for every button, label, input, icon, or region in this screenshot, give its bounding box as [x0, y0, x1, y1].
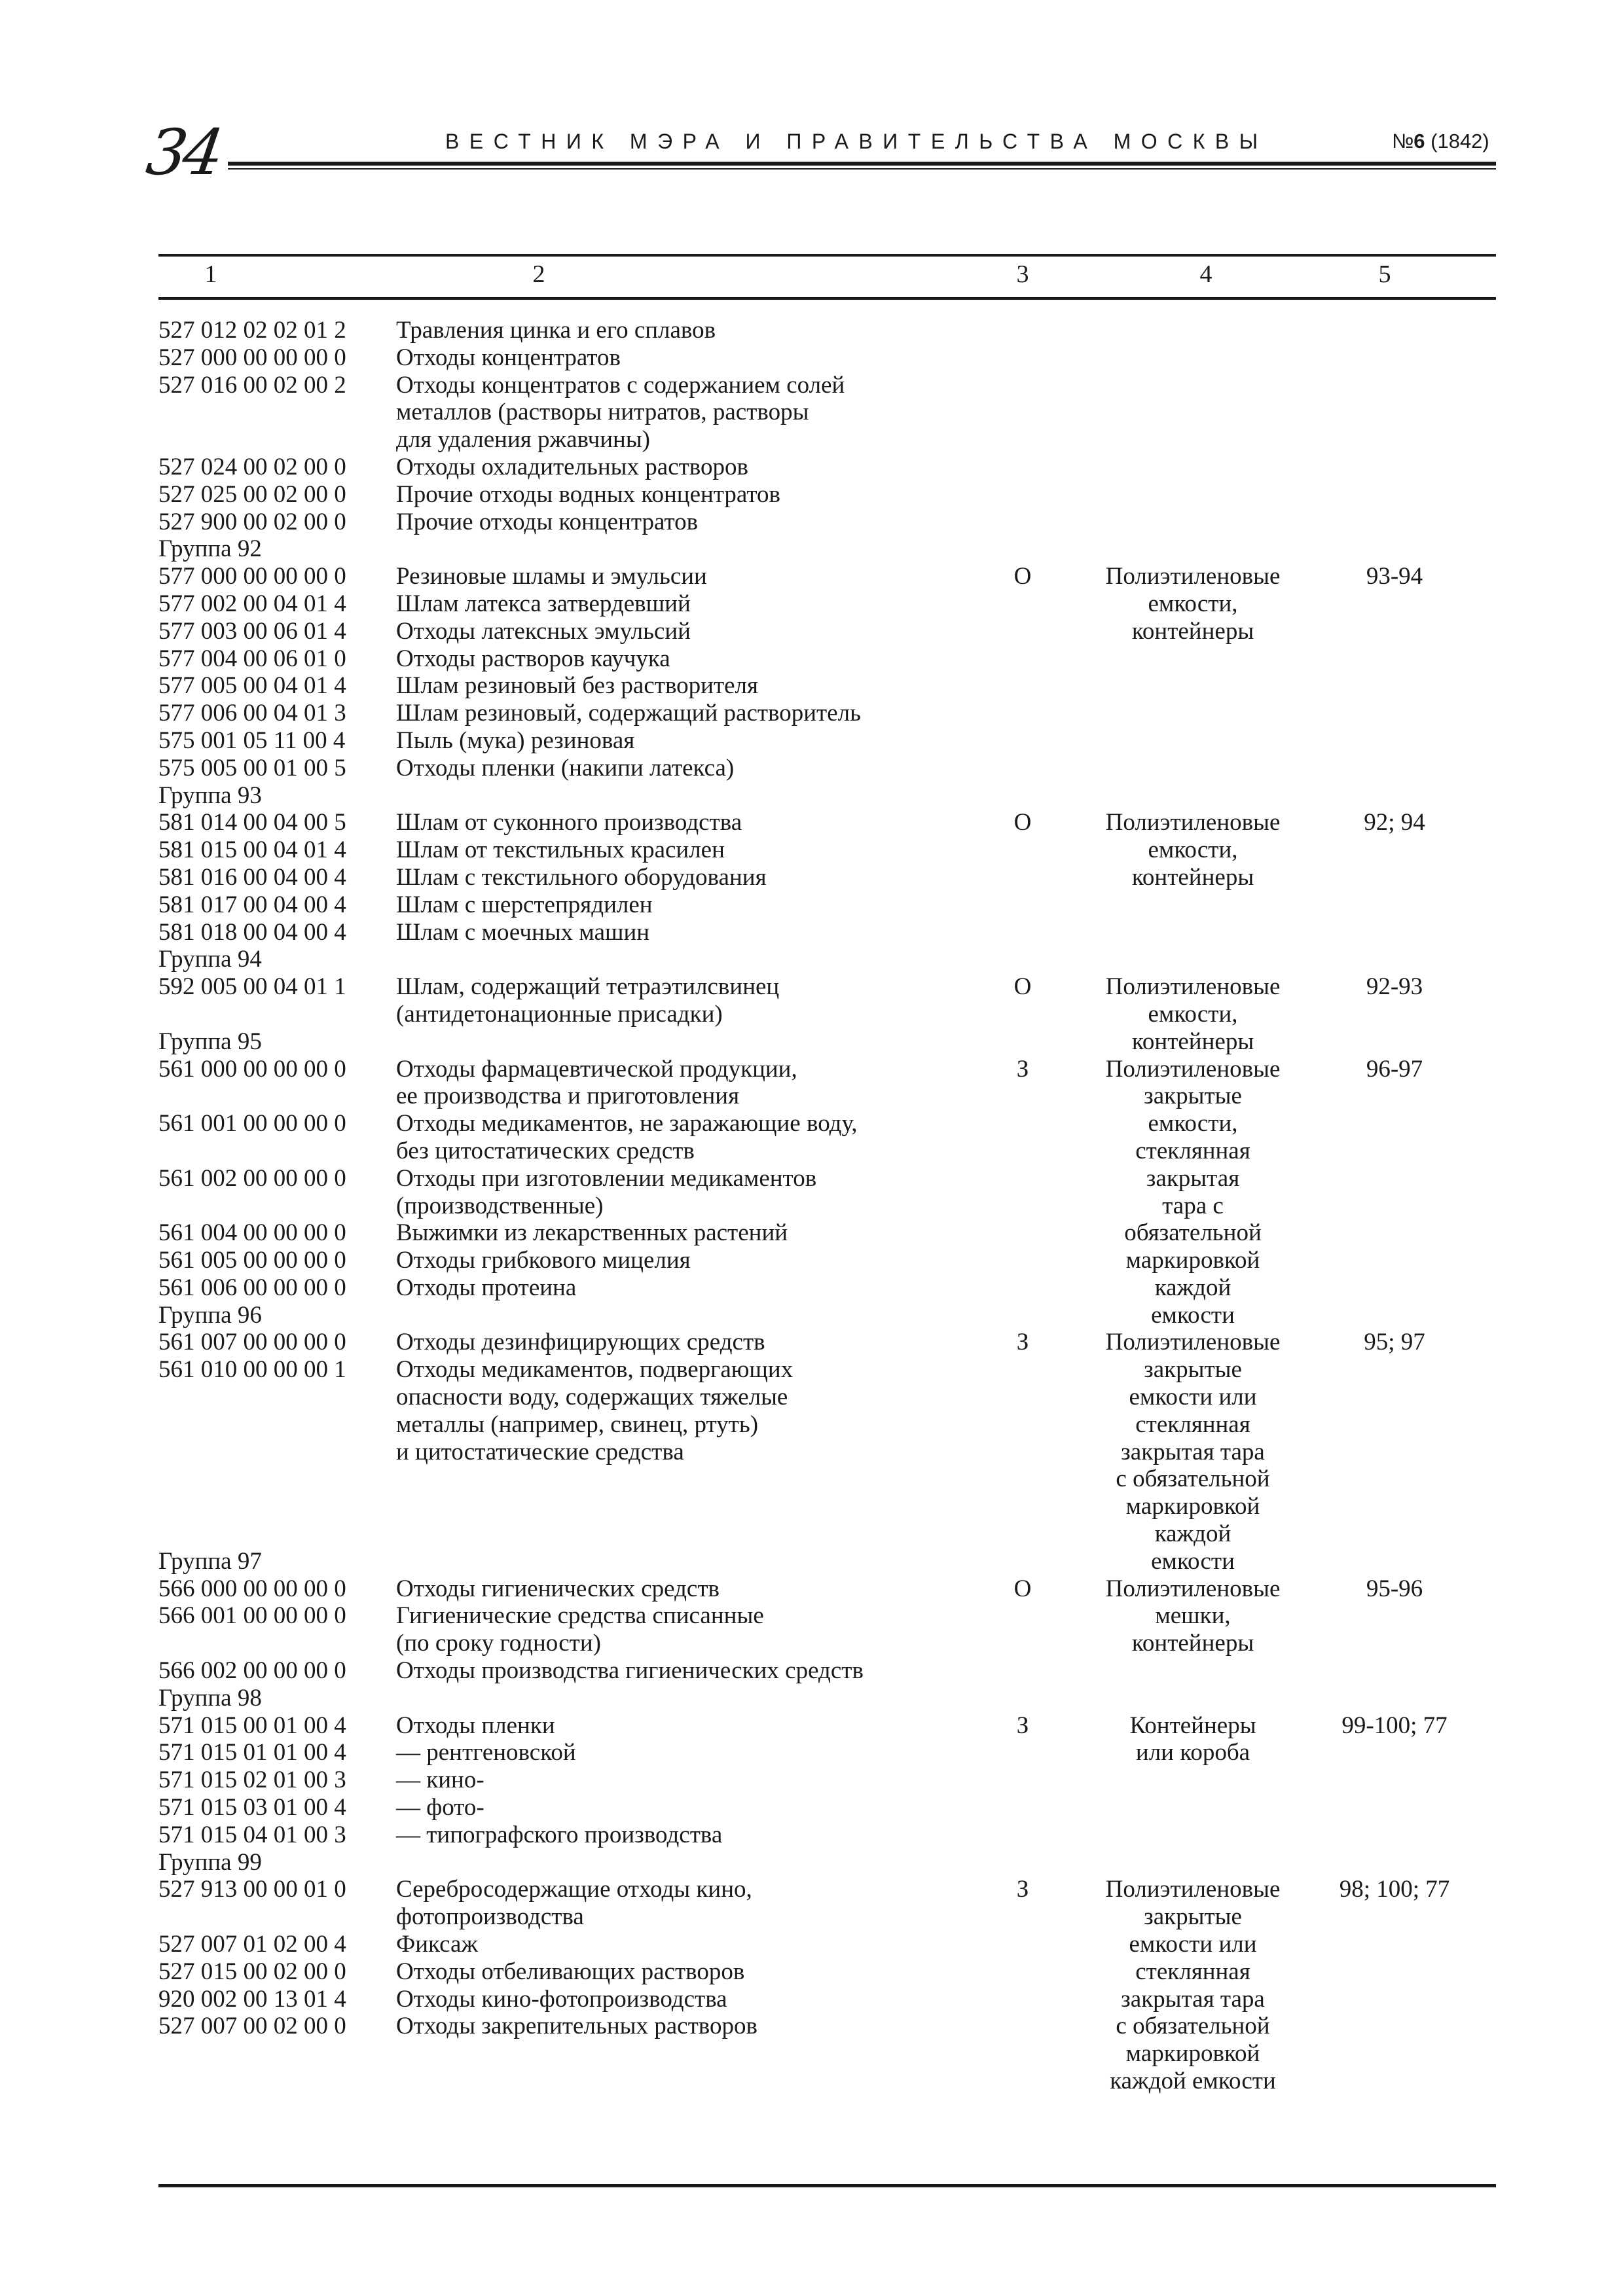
compatible-groups: 92-93 [1366, 973, 1423, 1001]
waste-description: Шлам с моечных машин [396, 918, 650, 946]
header-rule-thick [228, 162, 1496, 166]
waste-code: 561 005 00 00 00 0 [158, 1247, 346, 1274]
waste-description: Прочие отходы концентратов [396, 508, 699, 535]
waste-description: — рентгеновской [396, 1739, 576, 1767]
table-row [158, 645, 1496, 673]
waste-description: Отходы при изготовлении медикаментов (производственные) [396, 1164, 817, 1219]
column-header-2: 2 [532, 260, 545, 288]
table-row [158, 344, 1496, 372]
waste-code: 527 913 00 00 01 0 [158, 1876, 346, 1903]
waste-description [396, 1028, 985, 1056]
waste-code: 920 002 00 13 01 4 [158, 1985, 346, 2013]
waste-description [396, 1302, 985, 1329]
issue-num: 6 [1413, 130, 1425, 152]
compatible-groups: 92; 94 [1364, 809, 1425, 836]
column-header-3: 3 [1016, 260, 1029, 288]
table-row [158, 481, 1496, 509]
container-type: Полиэтиленовые закрытые емкости или стеклянная закрытая тара с обязательной маркировкой каждой емкости [1105, 1876, 1281, 2094]
table-row [158, 372, 1496, 454]
table-row [158, 1247, 1496, 1274]
hazard-class: З [1016, 1876, 1029, 1903]
table-row [158, 1986, 1496, 2013]
waste-code: 561 007 00 00 00 0 [158, 1329, 346, 1356]
waste-code: 577 004 00 06 01 0 [158, 645, 346, 672]
waste-description: Шлам, содержащий тетраэтилсвинец (антидетонационные присадки) [396, 973, 780, 1028]
waste-description: Отходы концентратов [396, 344, 621, 371]
waste-description [396, 1849, 985, 1876]
waste-code: 561 010 00 00 00 1 [158, 1356, 346, 1384]
table-row [158, 317, 1496, 344]
table-row [158, 1821, 1496, 1849]
waste-code: Группа 92 [158, 535, 262, 563]
waste-description: Отходы грибкового мицелия [396, 1247, 691, 1274]
waste-description: Отходы закрепительных растворов [396, 2013, 757, 2040]
table-row [158, 1165, 1496, 1220]
container-type: Полиэтиленовые закрытые емкости или стеклянная закрытая тара с обязательной маркировкой каждой емкости [1105, 1329, 1281, 1575]
waste-description [396, 1548, 985, 1575]
waste-code: 571 015 01 01 00 4 [158, 1739, 346, 1767]
table-row [158, 919, 1496, 946]
waste-code: 527 900 00 02 00 0 [158, 508, 346, 535]
waste-description: Отходы кино-фотопроизводства [396, 1985, 727, 2013]
table-row [158, 946, 1496, 973]
waste-code: 561 004 00 00 00 0 [158, 1219, 346, 1247]
waste-code: 527 000 00 00 00 0 [158, 344, 346, 371]
table-row [158, 1274, 1496, 1302]
waste-description: Отходы производства гигиенических средств [396, 1657, 864, 1685]
waste-code: 527 016 00 02 00 2 [158, 371, 346, 399]
table-row [158, 700, 1496, 727]
table-row [158, 590, 1496, 618]
container-type: Полиэтиленовые емкости, контейнеры [1105, 973, 1281, 1055]
waste-code: 592 005 00 04 01 1 [158, 973, 346, 1001]
waste-description [396, 946, 985, 973]
waste-description: Шлам латекса затвердевший [396, 590, 691, 617]
table-row [158, 1931, 1496, 1958]
table-row [158, 1302, 1496, 1329]
waste-description: Фиксаж [396, 1931, 478, 1958]
waste-code: 527 025 00 02 00 0 [158, 480, 346, 508]
waste-code: 527 012 02 02 01 2 [158, 317, 346, 344]
waste-code: Группа 99 [158, 1848, 262, 1876]
table-row [158, 755, 1496, 782]
table-row [158, 1356, 1496, 1548]
page-number: 34 [142, 116, 225, 189]
waste-code: 527 015 00 02 00 0 [158, 1958, 346, 1985]
container-type: Полиэтиленовые мешки, контейнеры [1105, 1575, 1281, 1657]
waste-code: 581 015 00 04 01 4 [158, 836, 346, 864]
waste-code: 566 000 00 00 00 0 [158, 1575, 346, 1602]
table-header-rule [158, 297, 1496, 300]
table-row [158, 1849, 1496, 1876]
waste-code: 577 000 00 00 00 0 [158, 563, 346, 590]
waste-description: Отходы латексных эмульсий [396, 617, 691, 645]
hazard-class: З [1016, 1712, 1029, 1739]
waste-code: 571 015 00 01 00 4 [158, 1712, 346, 1739]
waste-description: Шлам резиновый без растворителя [396, 672, 759, 700]
publication-title: ВЕСТНИК МЭРА И ПРАВИТЕЛЬСТВА МОСКВЫ [445, 130, 1268, 153]
waste-code: 566 001 00 00 00 0 [158, 1602, 346, 1630]
waste-code: Группа 94 [158, 946, 262, 973]
waste-description: — фото- [396, 1794, 484, 1821]
waste-description: Отходы медикаментов, подвергающих опасности воду, содержащих тяжелые металлы (например, свинец, ртуть) и цитостатические средства [396, 1356, 793, 1465]
table-row [158, 454, 1496, 481]
container-type: Контейнеры или короба [1129, 1712, 1256, 1767]
waste-code: 561 001 00 00 00 0 [158, 1110, 346, 1138]
waste-description: Шлам резиновый, содержащий растворитель [396, 700, 861, 727]
waste-code: 581 014 00 04 00 5 [158, 809, 346, 836]
container-type: Полиэтиленовые емкости, контейнеры [1105, 809, 1281, 891]
waste-code: Группа 95 [158, 1028, 262, 1055]
waste-code: 577 002 00 04 01 4 [158, 590, 346, 617]
table-row [158, 1958, 1496, 1986]
waste-code: 527 007 00 02 00 0 [158, 2013, 346, 2040]
compatible-groups: 95-96 [1366, 1575, 1423, 1602]
header-rule-thin [228, 168, 1496, 170]
waste-description [396, 535, 985, 563]
table-row [158, 509, 1496, 536]
waste-code: 566 002 00 00 00 0 [158, 1657, 346, 1685]
waste-description [396, 782, 985, 810]
waste-description: Шлам с шерстепрядилен [396, 891, 653, 918]
issue-serial: (1842) [1431, 130, 1489, 152]
waste-description: — типографского производства [396, 1821, 723, 1848]
compatible-groups: 98; 100; 77 [1339, 1876, 1450, 1903]
hazard-class: О [1013, 1575, 1032, 1602]
waste-description: Отходы охладительных растворов [396, 453, 748, 480]
hazard-class: З [1016, 1055, 1029, 1083]
issue-number [1388, 128, 1489, 154]
compatible-groups: 95; 97 [1364, 1329, 1425, 1356]
waste-code: 527 024 00 02 00 0 [158, 453, 346, 480]
table-row [158, 727, 1496, 755]
table-row [158, 864, 1496, 891]
waste-description: Пыль (мука) резиновая [396, 726, 635, 754]
waste-code: 561 006 00 00 00 0 [158, 1274, 346, 1301]
table-row [158, 1219, 1496, 1247]
waste-description: Шлам от текстильных красилен [396, 836, 725, 864]
column-header-4: 4 [1199, 260, 1213, 288]
container-type: Полиэтиленовые емкости, контейнеры [1105, 563, 1281, 645]
waste-description: Отходы отбеливающих растворов [396, 1958, 745, 1985]
table-row [158, 1767, 1496, 1794]
container-type: Полиэтиленовые закрытые емкости, стеклянная закрытая тара с обязательной маркировкой каждой емкости [1105, 1055, 1281, 1329]
table-row [158, 1739, 1496, 1767]
waste-code: Группа 93 [158, 781, 262, 809]
table-row [158, 836, 1496, 864]
waste-description: Резиновые шламы и эмульсии [396, 563, 707, 590]
waste-description: Отходы пленки (накипи латекса) [396, 754, 735, 781]
waste-description: Отходы медикаментов, не заражающие воду, без цитостатических средств [396, 1110, 858, 1164]
waste-code: 571 015 03 01 00 4 [158, 1794, 346, 1821]
waste-description: Шлам с текстильного оборудования [396, 863, 767, 891]
waste-description: Шлам от суконного производства [396, 809, 742, 836]
table-row [158, 1685, 1496, 1712]
waste-description [396, 1685, 985, 1712]
waste-code: 575 005 00 01 00 5 [158, 754, 346, 781]
waste-description: Отходы концентратов с содержанием солей металлов (растворы нитратов, растворы для удаления ржавчины) [396, 371, 845, 454]
waste-description: Серебросодержащие отходы кино, фотопроизводства [396, 1876, 752, 1931]
waste-code: Группа 98 [158, 1684, 262, 1712]
table-row [158, 891, 1496, 919]
table-row [158, 1794, 1496, 1821]
waste-code: 575 001 05 11 00 4 [158, 726, 346, 754]
table-body [158, 317, 1496, 2094]
waste-code: 577 005 00 04 01 4 [158, 672, 346, 700]
hazard-class: З [1016, 1329, 1029, 1356]
waste-code: 561 002 00 00 00 0 [158, 1164, 346, 1192]
waste-code: 581 017 00 04 00 4 [158, 891, 346, 918]
waste-description: Отходы протеина [396, 1274, 577, 1301]
waste-description: Гигиенические средства списанные (по сроку годности) [396, 1602, 764, 1657]
waste-description: Отходы дезинфицирующих средств [396, 1329, 765, 1356]
waste-description: Отходы пленки [396, 1712, 555, 1739]
compatible-groups: 99-100; 77 [1341, 1712, 1448, 1739]
table-row [158, 1602, 1496, 1657]
table-row [158, 1110, 1496, 1165]
waste-description: Прочие отходы водных концентратов [396, 480, 781, 508]
hazard-class: О [1013, 809, 1032, 836]
table-row [158, 1028, 1496, 1056]
waste-description: Травления цинка и его сплавов [396, 317, 716, 344]
table-row [158, 672, 1496, 700]
waste-code: 577 003 00 06 01 4 [158, 617, 346, 645]
table-top-rule [158, 254, 1496, 257]
waste-code: 571 015 02 01 00 3 [158, 1767, 346, 1794]
hazard-class: О [1013, 563, 1032, 590]
compatible-groups: 93-94 [1366, 563, 1423, 590]
waste-description: — кино- [396, 1767, 484, 1794]
issue-prefix: № [1392, 130, 1414, 152]
waste-code: 571 015 04 01 00 3 [158, 1821, 346, 1848]
waste-description: Выжимки из лекарственных растений [396, 1219, 788, 1247]
table-row [158, 618, 1496, 645]
waste-description: Отходы гигиенических средств [396, 1575, 720, 1602]
waste-code: 581 018 00 04 00 4 [158, 918, 346, 946]
waste-description: Отходы фармацевтической продукции, ее производства и приготовления [396, 1055, 797, 1110]
table-row [158, 1657, 1496, 1685]
table-row [158, 782, 1496, 810]
column-header-1: 1 [204, 260, 217, 288]
waste-code: Группа 97 [158, 1547, 262, 1575]
waste-code: 561 000 00 00 00 0 [158, 1055, 346, 1083]
table-row [158, 1548, 1496, 1575]
waste-code: Группа 96 [158, 1301, 262, 1329]
waste-code: 581 016 00 04 00 4 [158, 863, 346, 891]
table-row [158, 535, 1496, 563]
waste-code: 577 006 00 04 01 3 [158, 700, 346, 727]
compatible-groups: 96-97 [1366, 1055, 1423, 1083]
column-header-5: 5 [1378, 260, 1391, 288]
waste-code: 527 007 01 02 00 4 [158, 1931, 346, 1958]
table-bottom-rule [158, 2184, 1496, 2187]
hazard-class: О [1013, 973, 1032, 1001]
waste-description: Отходы растворов каучука [396, 645, 670, 672]
table-row [158, 2013, 1496, 2040]
